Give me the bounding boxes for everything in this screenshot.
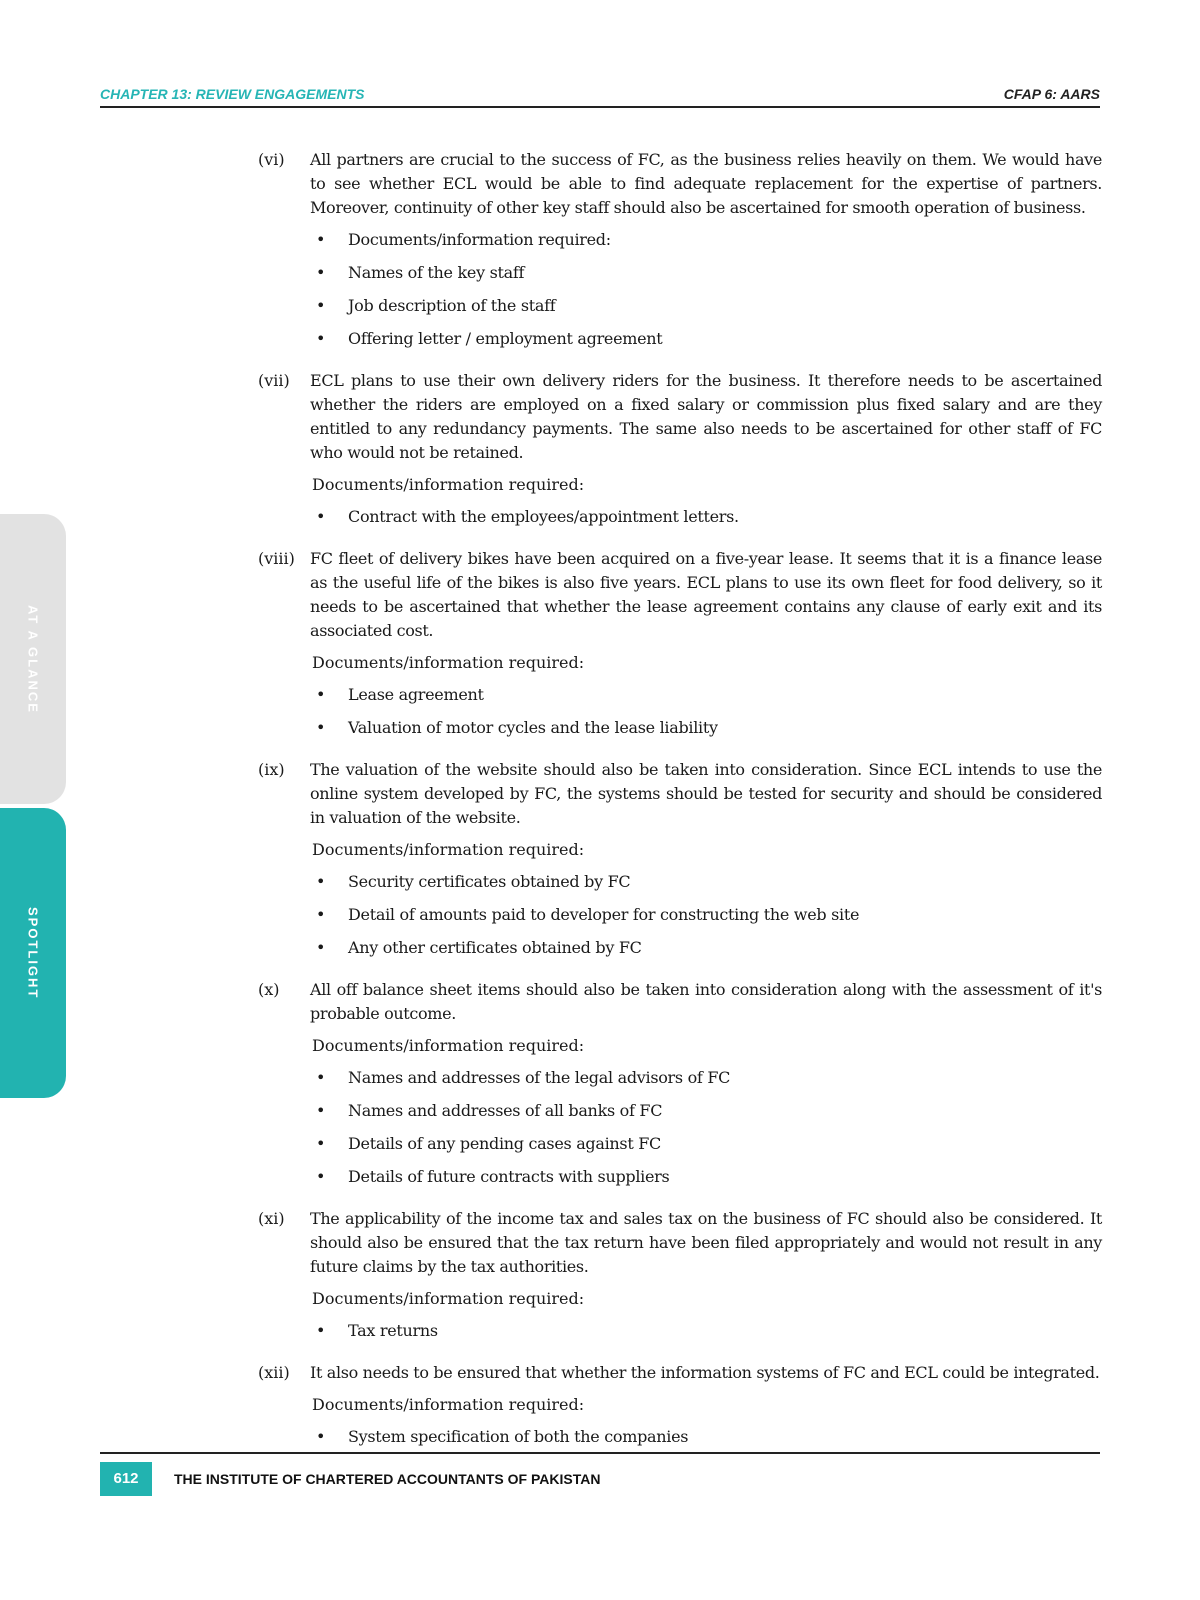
bullet-item: • Detail of amounts paid to developer for constructing the web site — [316, 905, 860, 924]
main-content — [258, 148, 1102, 1467]
item-number: (xii) — [258, 1363, 290, 1382]
documents-heading: Documents/information required: — [312, 653, 585, 672]
bullet-item: • Offering letter / employment agreement — [316, 329, 663, 348]
bullet-item: • Names of the key staff — [316, 263, 525, 282]
documents-heading: Documents/information required: — [312, 1289, 585, 1308]
item-number: (xi) — [258, 1209, 285, 1228]
bullet-item: • Lease agreement — [316, 685, 484, 704]
side-tab-at-a-glance[interactable] — [0, 514, 66, 804]
bullet-list — [310, 870, 1102, 960]
chapter-title: CHAPTER 13: REVIEW ENGAGEMENTS — [100, 86, 365, 102]
item-paragraph: FC fleet of delivery bikes have been acquired on a five-year lease. It seems that it is a finance lease as the useful life of the bikes is also five years. ECL plans to use its own fleet for food delivery, so it needs to be ascertained that whether the lease agreement contains any clause of early exit and its associated cost. — [310, 549, 1102, 640]
bullet-list — [310, 683, 1102, 740]
bullet-item: • System specification of both the companies — [316, 1427, 689, 1446]
item-number: (x) — [258, 980, 280, 999]
bullet-item: • Documents/information required: — [316, 230, 611, 249]
item-paragraph: All off balance sheet items should also be taken into consideration along with the assessment of it's probable outcome. — [310, 980, 1102, 1023]
bullet-item: • Details of future contracts with suppliers — [316, 1167, 670, 1186]
bullet-item: • Security certificates obtained by FC — [316, 872, 631, 891]
item-number: (vi) — [258, 150, 285, 169]
list-item — [258, 1361, 1102, 1458]
item-number: (viii) — [258, 549, 295, 568]
course-code: CFAP 6: AARS — [1003, 86, 1100, 102]
item-number: (ix) — [258, 760, 285, 779]
documents-heading: Documents/information required: — [312, 1036, 585, 1055]
list-item — [258, 547, 1102, 749]
side-tab-spotlight[interactable] — [0, 808, 66, 1098]
item-paragraph: The applicability of the income tax and sales tax on the business of FC should also be considered. It should also be ensured that the tax return have been filed appropriately and would not result in any future claims by the tax authorities. — [310, 1209, 1102, 1276]
bullet-item: • Tax returns — [316, 1321, 438, 1340]
list-item — [258, 148, 1102, 360]
bullet-list — [310, 505, 1102, 529]
side-tab-label: AT A GLANCE — [25, 604, 41, 714]
institute-name: THE INSTITUTE OF CHARTERED ACCOUNTANTS OF PAKISTAN — [174, 1471, 601, 1487]
bullet-item: • Names and addresses of the legal advisors of FC — [316, 1068, 731, 1087]
bullet-item: • Valuation of motor cycles and the lease liability — [316, 718, 718, 737]
page-footer — [100, 1452, 1100, 1487]
bullet-item: • Names and addresses of all banks of FC — [316, 1101, 663, 1120]
bullet-list — [310, 228, 1102, 351]
list-item — [258, 978, 1102, 1198]
page-number: 612 — [100, 1462, 152, 1496]
bullet-item: • Job description of the staff — [316, 296, 556, 315]
documents-heading: Documents/information required: — [312, 475, 585, 494]
page-header — [100, 86, 1100, 108]
bullet-list — [310, 1425, 1102, 1449]
bullet-list — [310, 1319, 1102, 1343]
documents-heading: Documents/information required: — [312, 1395, 585, 1414]
item-paragraph: ECL plans to use their own delivery riders for the business. It therefore needs to be ascertained whether the riders are employed on a fixed salary or commission plus fixed salary and are they entitled to any redundancy payments. The same also needs to be ascertained for other staff of FC who would not be retained. — [310, 371, 1102, 462]
bullet-item: • Contract with the employees/appointment letters. — [316, 507, 739, 526]
bullet-item: • Details of any pending cases against FC — [316, 1134, 662, 1153]
bullet-item: • Any other certificates obtained by FC — [316, 938, 642, 957]
list-item — [258, 758, 1102, 969]
list-item — [258, 1207, 1102, 1352]
item-paragraph: All partners are crucial to the success of FC, as the business relies heavily on them. We would have to see whether ECL would be able to find adequate replacement for the expertise of partners. Moreover, continuity of other key staff should also be ascertained for smooth operation of business. — [310, 150, 1102, 217]
item-paragraph: It also needs to be ensured that whether the information systems of FC and ECL could be integrated. — [310, 1363, 1100, 1382]
documents-heading: Documents/information required: — [312, 840, 585, 859]
side-tab-label: SPOTLIGHT — [25, 906, 41, 1000]
list-item — [258, 369, 1102, 538]
bullet-list — [310, 1066, 1102, 1189]
item-paragraph: The valuation of the website should also be taken into consideration. Since ECL intends to use the online system developed by FC, the systems should be tested for security and should be considered in valuation of the website. — [310, 760, 1102, 827]
item-number: (vii) — [258, 371, 290, 390]
